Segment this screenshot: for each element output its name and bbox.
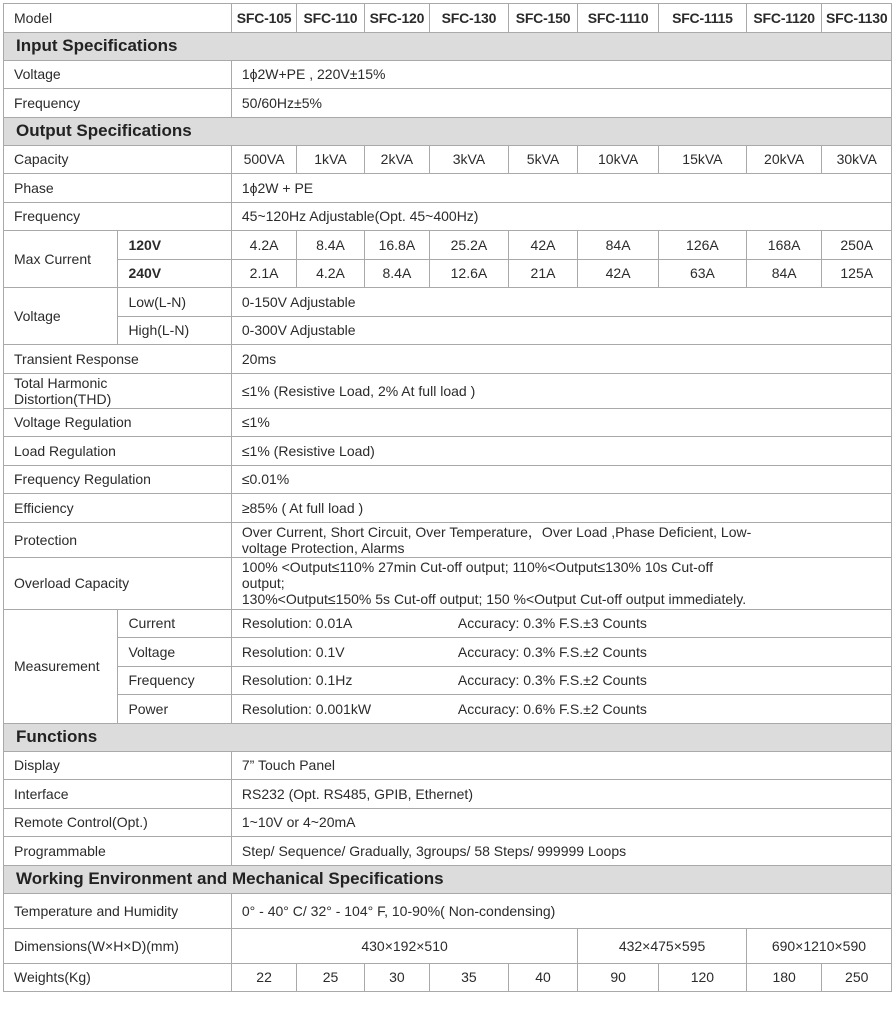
capacity-cell: 30kVA bbox=[822, 145, 892, 174]
row-value: ≤1% (Resistive Load) bbox=[231, 437, 891, 466]
thd-label-line: Total Harmonic bbox=[14, 374, 108, 391]
row-efficiency bbox=[4, 494, 892, 523]
sub-label: High(L-N) bbox=[118, 316, 231, 345]
weight-cell: 25 bbox=[297, 963, 364, 992]
capacity-cell: 20kVA bbox=[746, 145, 822, 174]
capacity-cell: 2kVA bbox=[364, 145, 429, 174]
section-functions bbox=[4, 723, 892, 751]
row-value: 0-150V Adjustable bbox=[231, 288, 891, 317]
row-temperature bbox=[4, 893, 892, 928]
model-label: Model bbox=[4, 4, 232, 33]
row-input-voltage bbox=[4, 60, 892, 89]
row-value: 1ϕ2W + PE bbox=[231, 174, 891, 203]
row-label: Display bbox=[4, 751, 232, 780]
row-programmable bbox=[4, 837, 892, 866]
row-value: 1ϕ2W+PE , 220V±15% bbox=[231, 60, 891, 89]
weight-cell: 30 bbox=[364, 963, 429, 992]
row-label: Voltage bbox=[4, 60, 232, 89]
row-value: Step/ Sequence/ Gradually, 3groups/ 58 Steps/ 999999 Loops bbox=[231, 837, 891, 866]
sub-label: Low(L-N) bbox=[118, 288, 231, 317]
row-label: Voltage Regulation bbox=[4, 408, 232, 437]
row-label: Capacity bbox=[4, 145, 232, 174]
row-transient bbox=[4, 345, 892, 374]
row-measurement-frequency bbox=[4, 666, 892, 695]
weight-cell: 40 bbox=[508, 963, 577, 992]
row-label: Max Current bbox=[4, 231, 118, 288]
current-cell: 2.1A bbox=[231, 259, 296, 288]
weight-cell: 35 bbox=[430, 963, 509, 992]
header-row bbox=[4, 4, 892, 33]
row-value: 45~120Hz Adjustable(Opt. 45~400Hz) bbox=[231, 202, 891, 231]
current-cell: 16.8A bbox=[364, 231, 429, 260]
row-voltage-high bbox=[4, 316, 892, 345]
section-output bbox=[4, 117, 892, 145]
row-value: 20ms bbox=[231, 345, 891, 374]
row-label: Dimensions(W×H×D)(mm) bbox=[4, 928, 232, 963]
resolution-text: Resolution: 0.1V bbox=[241, 643, 345, 660]
row-label: Voltage bbox=[4, 288, 118, 345]
row-output-frequency bbox=[4, 202, 892, 231]
current-cell: 8.4A bbox=[297, 231, 364, 260]
capacity-cell: 500VA bbox=[231, 145, 296, 174]
row-label bbox=[4, 373, 232, 408]
row-value: 1~10V or 4~20mA bbox=[231, 808, 891, 837]
accuracy-text: Accuracy: 0.6% F.S.±2 Counts bbox=[457, 700, 647, 717]
row-value: ≤1% (Resistive Load, 2% At full load ) bbox=[231, 373, 891, 408]
model-sfc-150: SFC-150 bbox=[508, 4, 577, 33]
row-value bbox=[231, 522, 891, 557]
model-sfc-110: SFC-110 bbox=[297, 4, 364, 33]
row-interface bbox=[4, 780, 892, 809]
current-cell: 126A bbox=[658, 231, 746, 260]
current-cell: 125A bbox=[822, 259, 892, 288]
current-cell: 63A bbox=[658, 259, 746, 288]
row-label: Temperature and Humidity bbox=[4, 893, 232, 928]
row-value bbox=[231, 609, 891, 638]
current-cell: 250A bbox=[822, 231, 892, 260]
dimension-cell: 690×1210×590 bbox=[746, 928, 891, 963]
row-label: Frequency bbox=[4, 89, 232, 118]
model-sfc-1115: SFC-1115 bbox=[658, 4, 746, 33]
capacity-cell: 1kVA bbox=[297, 145, 364, 174]
row-value: 0° - 40° C/ 32° - 104° F, 10-90%( Non-condensing) bbox=[231, 893, 891, 928]
model-sfc-1130: SFC-1130 bbox=[822, 4, 892, 33]
resolution-text: Resolution: 0.01A bbox=[241, 615, 353, 632]
model-sfc-130: SFC-130 bbox=[430, 4, 509, 33]
model-sfc-1120: SFC-1120 bbox=[746, 4, 822, 33]
row-value: ≤1% bbox=[231, 408, 891, 437]
row-label: Interface bbox=[4, 780, 232, 809]
current-cell: 8.4A bbox=[364, 259, 429, 288]
sub-label: Power bbox=[118, 695, 231, 724]
row-label: Remote Control(Opt.) bbox=[4, 808, 232, 837]
capacity-cell: 3kVA bbox=[430, 145, 509, 174]
accuracy-text: Accuracy: 0.3% F.S.±2 Counts bbox=[457, 643, 647, 660]
accuracy-text: Accuracy: 0.3% F.S.±2 Counts bbox=[457, 672, 647, 689]
row-label: Efficiency bbox=[4, 494, 232, 523]
sub-label: Frequency bbox=[118, 666, 231, 695]
row-label: Frequency Regulation bbox=[4, 465, 232, 494]
row-weights bbox=[4, 963, 892, 992]
row-voltage-regulation bbox=[4, 408, 892, 437]
section-title: Input Specifications bbox=[4, 32, 892, 60]
row-phase bbox=[4, 174, 892, 203]
row-protection bbox=[4, 522, 892, 557]
capacity-cell: 10kVA bbox=[578, 145, 659, 174]
current-cell: 168A bbox=[746, 231, 822, 260]
resolution-text: Resolution: 0.1Hz bbox=[241, 672, 353, 689]
row-value bbox=[231, 695, 891, 724]
row-value: 7” Touch Panel bbox=[231, 751, 891, 780]
row-value: ≤0.01% bbox=[231, 465, 891, 494]
capacity-cell: 5kVA bbox=[508, 145, 577, 174]
weight-cell: 180 bbox=[746, 963, 822, 992]
spec-table bbox=[3, 3, 892, 992]
row-value: ≥85% ( At full load ) bbox=[231, 494, 891, 523]
row-label: Measurement bbox=[4, 609, 118, 723]
row-current-120 bbox=[4, 231, 892, 260]
section-input bbox=[4, 32, 892, 60]
row-current-240 bbox=[4, 259, 892, 288]
row-voltage-low bbox=[4, 288, 892, 317]
current-cell: 4.2A bbox=[231, 231, 296, 260]
row-label: Overload Capacity bbox=[4, 557, 232, 609]
row-dimensions bbox=[4, 928, 892, 963]
current-cell: 4.2A bbox=[297, 259, 364, 288]
model-sfc-105: SFC-105 bbox=[231, 4, 296, 33]
row-measurement-current bbox=[4, 609, 892, 638]
row-value: 50/60Hz±5% bbox=[231, 89, 891, 118]
row-label: Programmable bbox=[4, 837, 232, 866]
row-thd bbox=[4, 373, 892, 408]
model-sfc-1110: SFC-1110 bbox=[578, 4, 659, 33]
current-cell: 84A bbox=[578, 231, 659, 260]
dimension-cell: 430×192×510 bbox=[231, 928, 577, 963]
sub-label: Current bbox=[118, 609, 231, 638]
row-frequency-regulation bbox=[4, 465, 892, 494]
overload-line: output; bbox=[241, 575, 285, 591]
row-label: Protection bbox=[4, 522, 232, 557]
section-title: Output Specifications bbox=[4, 117, 892, 145]
sub-label: 120V bbox=[118, 231, 231, 260]
row-value: 0-300V Adjustable bbox=[231, 316, 891, 345]
row-capacity bbox=[4, 145, 892, 174]
weight-cell: 22 bbox=[231, 963, 296, 992]
protection-line: Over Current, Short Circuit, Over Temperature，Over Load ,Phase Deficient, Low- bbox=[241, 523, 752, 540]
row-value bbox=[231, 638, 891, 667]
section-title: Working Environment and Mechanical Specifications bbox=[4, 865, 892, 893]
row-input-frequency bbox=[4, 89, 892, 118]
resolution-text: Resolution: 0.001kW bbox=[241, 700, 372, 717]
section-title: Functions bbox=[4, 723, 892, 751]
overload-line: 130%<Output≤150% 5s Cut-off output; 150 %<Output Cut-off output immediately. bbox=[241, 591, 747, 607]
thd-label-line: Distortion(THD) bbox=[14, 390, 112, 407]
row-label: Phase bbox=[4, 174, 232, 203]
weight-cell: 250 bbox=[822, 963, 892, 992]
row-load-regulation bbox=[4, 437, 892, 466]
current-cell: 84A bbox=[746, 259, 822, 288]
model-sfc-120: SFC-120 bbox=[364, 4, 429, 33]
accuracy-text: Accuracy: 0.3% F.S.±3 Counts bbox=[457, 615, 647, 632]
row-value bbox=[231, 557, 891, 609]
weight-cell: 90 bbox=[578, 963, 659, 992]
weight-cell: 120 bbox=[658, 963, 746, 992]
row-remote-control bbox=[4, 808, 892, 837]
current-cell: 42A bbox=[578, 259, 659, 288]
sub-label: Voltage bbox=[118, 638, 231, 667]
row-value: RS232 (Opt. RS485, GPIB, Ethernet) bbox=[231, 780, 891, 809]
current-cell: 42A bbox=[508, 231, 577, 260]
row-value bbox=[231, 666, 891, 695]
row-label: Load Regulation bbox=[4, 437, 232, 466]
dimension-cell: 432×475×595 bbox=[578, 928, 747, 963]
capacity-cell: 15kVA bbox=[658, 145, 746, 174]
sub-label: 240V bbox=[118, 259, 231, 288]
overload-line: 100% <Output≤110% 27min Cut-off output; 110%<Output≤130% 10s Cut-off bbox=[241, 559, 714, 575]
row-label: Transient Response bbox=[4, 345, 232, 374]
row-measurement-power bbox=[4, 695, 892, 724]
section-environment bbox=[4, 865, 892, 893]
current-cell: 12.6A bbox=[430, 259, 509, 288]
row-label: Weights(Kg) bbox=[4, 963, 232, 992]
current-cell: 25.2A bbox=[430, 231, 509, 260]
row-label: Frequency bbox=[4, 202, 232, 231]
row-measurement-voltage bbox=[4, 638, 892, 667]
current-cell: 21A bbox=[508, 259, 577, 288]
row-overload bbox=[4, 557, 892, 609]
row-display bbox=[4, 751, 892, 780]
protection-line: voltage Protection, Alarms bbox=[241, 539, 405, 556]
